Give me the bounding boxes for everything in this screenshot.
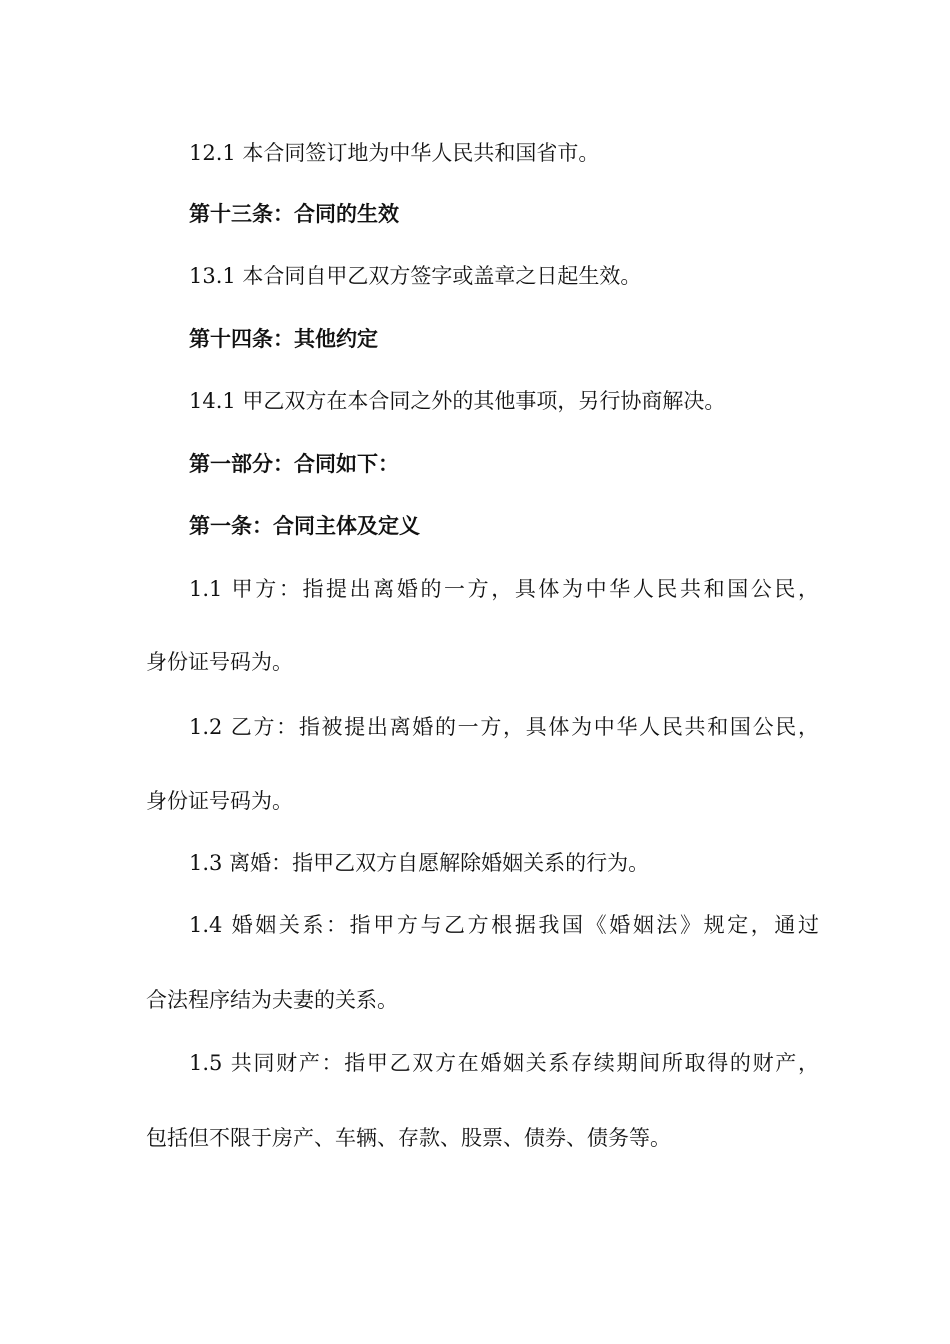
clause-12-1: 12.1 本合同签订地为中华人民共和国省市。 [189, 141, 600, 165]
clause-14-1: 14.1 甲乙双方在本合同之外的其他事项，另行协商解决。 [189, 389, 726, 413]
clause-1-4-line-1: 1.4 婚姻关系：指甲方与乙方根据我国《婚姻法》规定，通过 [189, 913, 819, 937]
heading-article-1: 第一条：合同主体及定义 [189, 514, 420, 538]
clause-13-1: 13.1 本合同自甲乙双方签字或盖章之日起生效。 [189, 264, 642, 288]
heading-article-14: 第十四条：其他约定 [189, 327, 378, 351]
heading-part-1: 第一部分：合同如下： [189, 452, 399, 476]
clause-1-1-line-1: 1.1 甲方：指提出离婚的一方，具体为中华人民共和国公民， [189, 577, 819, 601]
clause-1-2-line-1: 1.2 乙方：指被提出离婚的一方，具体为中华人民共和国公民， [189, 715, 819, 739]
clause-1-1-line-2: 身份证号码为。 [146, 650, 293, 674]
clause-1-2-line-2: 身份证号码为。 [146, 789, 293, 813]
clause-1-3: 1.3 离婚：指甲乙双方自愿解除婚姻关系的行为。 [189, 851, 650, 875]
clause-1-4-line-2: 合法程序结为夫妻的关系。 [146, 988, 398, 1012]
heading-article-13: 第十三条：合同的生效 [189, 202, 399, 226]
clause-1-5-line-1: 1.5 共同财产：指甲乙双方在婚姻关系存续期间所取得的财产， [189, 1051, 819, 1075]
clause-1-5-line-2: 包括但不限于房产、车辆、存款、股票、债券、债务等。 [146, 1126, 671, 1150]
